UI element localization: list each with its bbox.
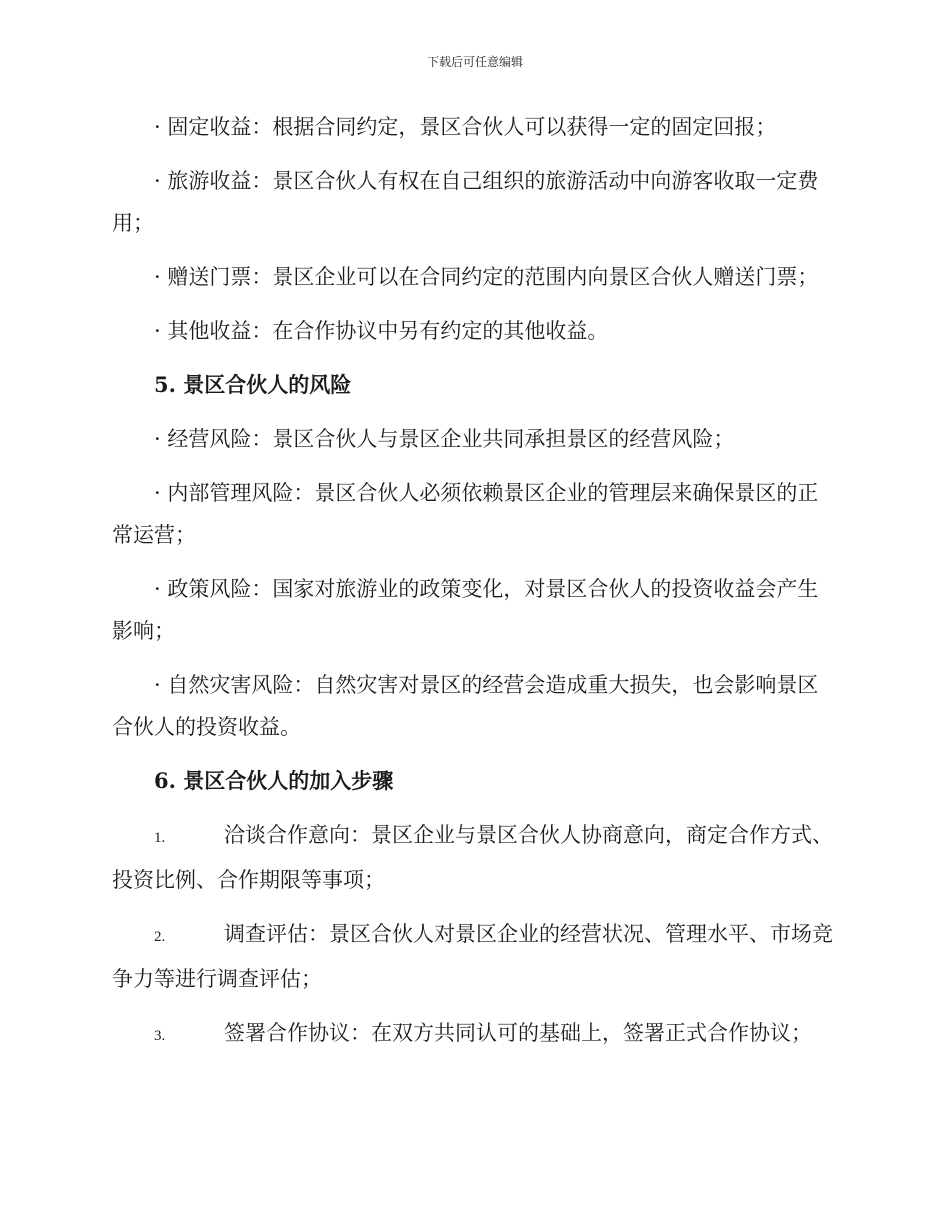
- step-item: [112, 913, 836, 1000]
- step-item: [112, 1012, 836, 1057]
- risk-item-disaster: · 自然灾害风险：自然灾害对景区的经营会造成重大损失，也会影响景区合伙人的投资收益。: [112, 673, 819, 739]
- step-text: 签署合作协议：在双方共同认可的基础上，签署正式合作协议；: [224, 1021, 812, 1045]
- risk-item-operation: · 经营风险：景区合伙人与景区企业共同承担景区的经营风险；: [154, 427, 735, 451]
- step-text: 洽谈合作意向：景区企业与景区合伙人协商意向，商定合作方式、投资比例、合作期限等事项；: [112, 823, 833, 892]
- section-heading-risks: 5. 景区合伙人的风险: [154, 372, 352, 397]
- income-item-other: · 其他收益：在合作协议中另有约定的其他收益。: [154, 319, 609, 343]
- step-item: [112, 814, 836, 901]
- step-number: 2.: [154, 929, 166, 945]
- risk-item-policy: · 政策风险：国家对旅游业的政策变化，对景区合伙人的投资收益会产生影响；: [112, 577, 819, 643]
- step-number: 1.: [154, 830, 166, 846]
- step-number: 3.: [154, 1028, 166, 1044]
- income-item-fixed: · 固定收益：根据合同约定，景区合伙人可以获得一定的固定回报；: [154, 115, 777, 139]
- income-item-tourism: · 旅游收益：景区合伙人有权在自己组织的旅游活动中向游客收取一定费用；: [112, 169, 819, 235]
- document-body: [112, 106, 836, 1069]
- income-item-tickets: · 赠送门票：景区企业可以在合同约定的范围内向景区合伙人赠送门票；: [154, 265, 819, 289]
- section-heading-steps: 6. 景区合伙人的加入步骤: [154, 768, 394, 793]
- risk-item-management: · 内部管理风险：景区合伙人必须依赖景区企业的管理层来确保景区的正常运营；: [112, 481, 819, 547]
- page-header: 下载后可任意编辑: [426, 55, 523, 69]
- step-text: 调查评估：景区合伙人对景区企业的经营状况、管理水平、市场竞争力等进行调查评估；: [112, 922, 833, 991]
